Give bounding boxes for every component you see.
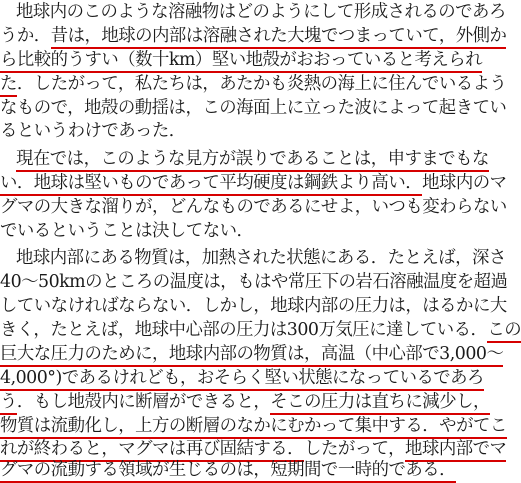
text-line xyxy=(0,72,507,96)
underlined-text: う xyxy=(0,392,17,415)
text-line xyxy=(0,48,500,72)
text-segment: うか． xyxy=(0,25,51,46)
text-line xyxy=(0,366,500,390)
underlined-text: この xyxy=(487,320,521,343)
text-line xyxy=(0,24,507,48)
text-line xyxy=(0,270,508,294)
underlined-text: た xyxy=(0,74,17,97)
text-segment: グマの大きな溜りが，どんなものであるにせよ，いつも変わらない xyxy=(0,196,507,217)
text-line xyxy=(0,171,507,195)
underlined-text: そこの圧力は直ちに減少し， xyxy=(270,392,490,415)
text-line xyxy=(0,0,516,24)
text-segment: るというわけであった． xyxy=(0,121,186,142)
text-segment: きく，たとえば，地球中心部の圧力は300万気圧に達している． xyxy=(0,320,488,340)
underlined-text: 昔は，地球の内部は溶融された大塊でつまっていて，外側か xyxy=(51,26,507,49)
text-segment: 地球内のこのような溶融物はどのようにして形成されるのであろ xyxy=(16,2,506,22)
text-line xyxy=(0,458,500,482)
underlined-text: 現在では，このような見方が誤りであることは，申すまでもな xyxy=(16,149,489,172)
underlined-text: 物質は流動化し，上方の断層のなかにむかって集中する． xyxy=(0,416,439,439)
text-line xyxy=(0,96,507,120)
text-segment: していなければならない．しかし，地球内部の圧力は，はるかに大 xyxy=(0,296,507,317)
text-segment: なもので，地殻の動揺は，この海面上に立った波によって起きてい xyxy=(0,97,507,118)
text-line xyxy=(0,219,500,243)
text-segment: 40〜50kmのところの温度は，もはや常圧下の岩石溶融温度を超過 xyxy=(0,272,508,293)
text-line xyxy=(0,390,500,414)
text-line xyxy=(0,147,516,171)
underlined-text: い．地球は堅いものであって平均硬度は鋼鉄より高い． xyxy=(0,173,422,196)
text-segment: したがって， xyxy=(304,439,406,460)
text-line xyxy=(0,246,516,270)
text-segment: ．したがって，私たちは，あたかも炎熱の海上に住んでいるよう xyxy=(16,73,507,94)
underlined-text: ら比較的うすい（数十km）堅い地殻がおおっていると考えられ xyxy=(0,50,482,73)
text-segment: ．もし地殻内に断層ができると， xyxy=(16,391,271,412)
underlined-text: グマの流動する領域が生じるのは，短期間で一時的である． xyxy=(0,460,456,483)
underlined-text: 4,000°)であるけれども，おそらく堅い状態になっているであろ xyxy=(0,368,484,391)
text-segment: 地球内部にある物質は，加熱された状態にある．たとえば，深さ xyxy=(16,248,506,269)
underlined-text: 地球内部でマ xyxy=(405,439,506,462)
text-line xyxy=(0,294,507,318)
underlined-text: 巨大な圧力のために，地球内部の物質は，高温（中心部で3,000〜 xyxy=(0,344,503,367)
text-line xyxy=(0,414,507,438)
text-segment: 地球内のマ xyxy=(422,172,507,193)
underlined-text: れが終わると，マグマは再び固結する． xyxy=(0,439,304,462)
text-line xyxy=(0,342,504,366)
text-segment: でいるということは決してない． xyxy=(0,220,254,241)
text-line xyxy=(0,318,521,342)
underlined-text: やがてこ xyxy=(439,416,507,439)
text-line xyxy=(0,119,500,143)
text-line xyxy=(0,195,507,219)
